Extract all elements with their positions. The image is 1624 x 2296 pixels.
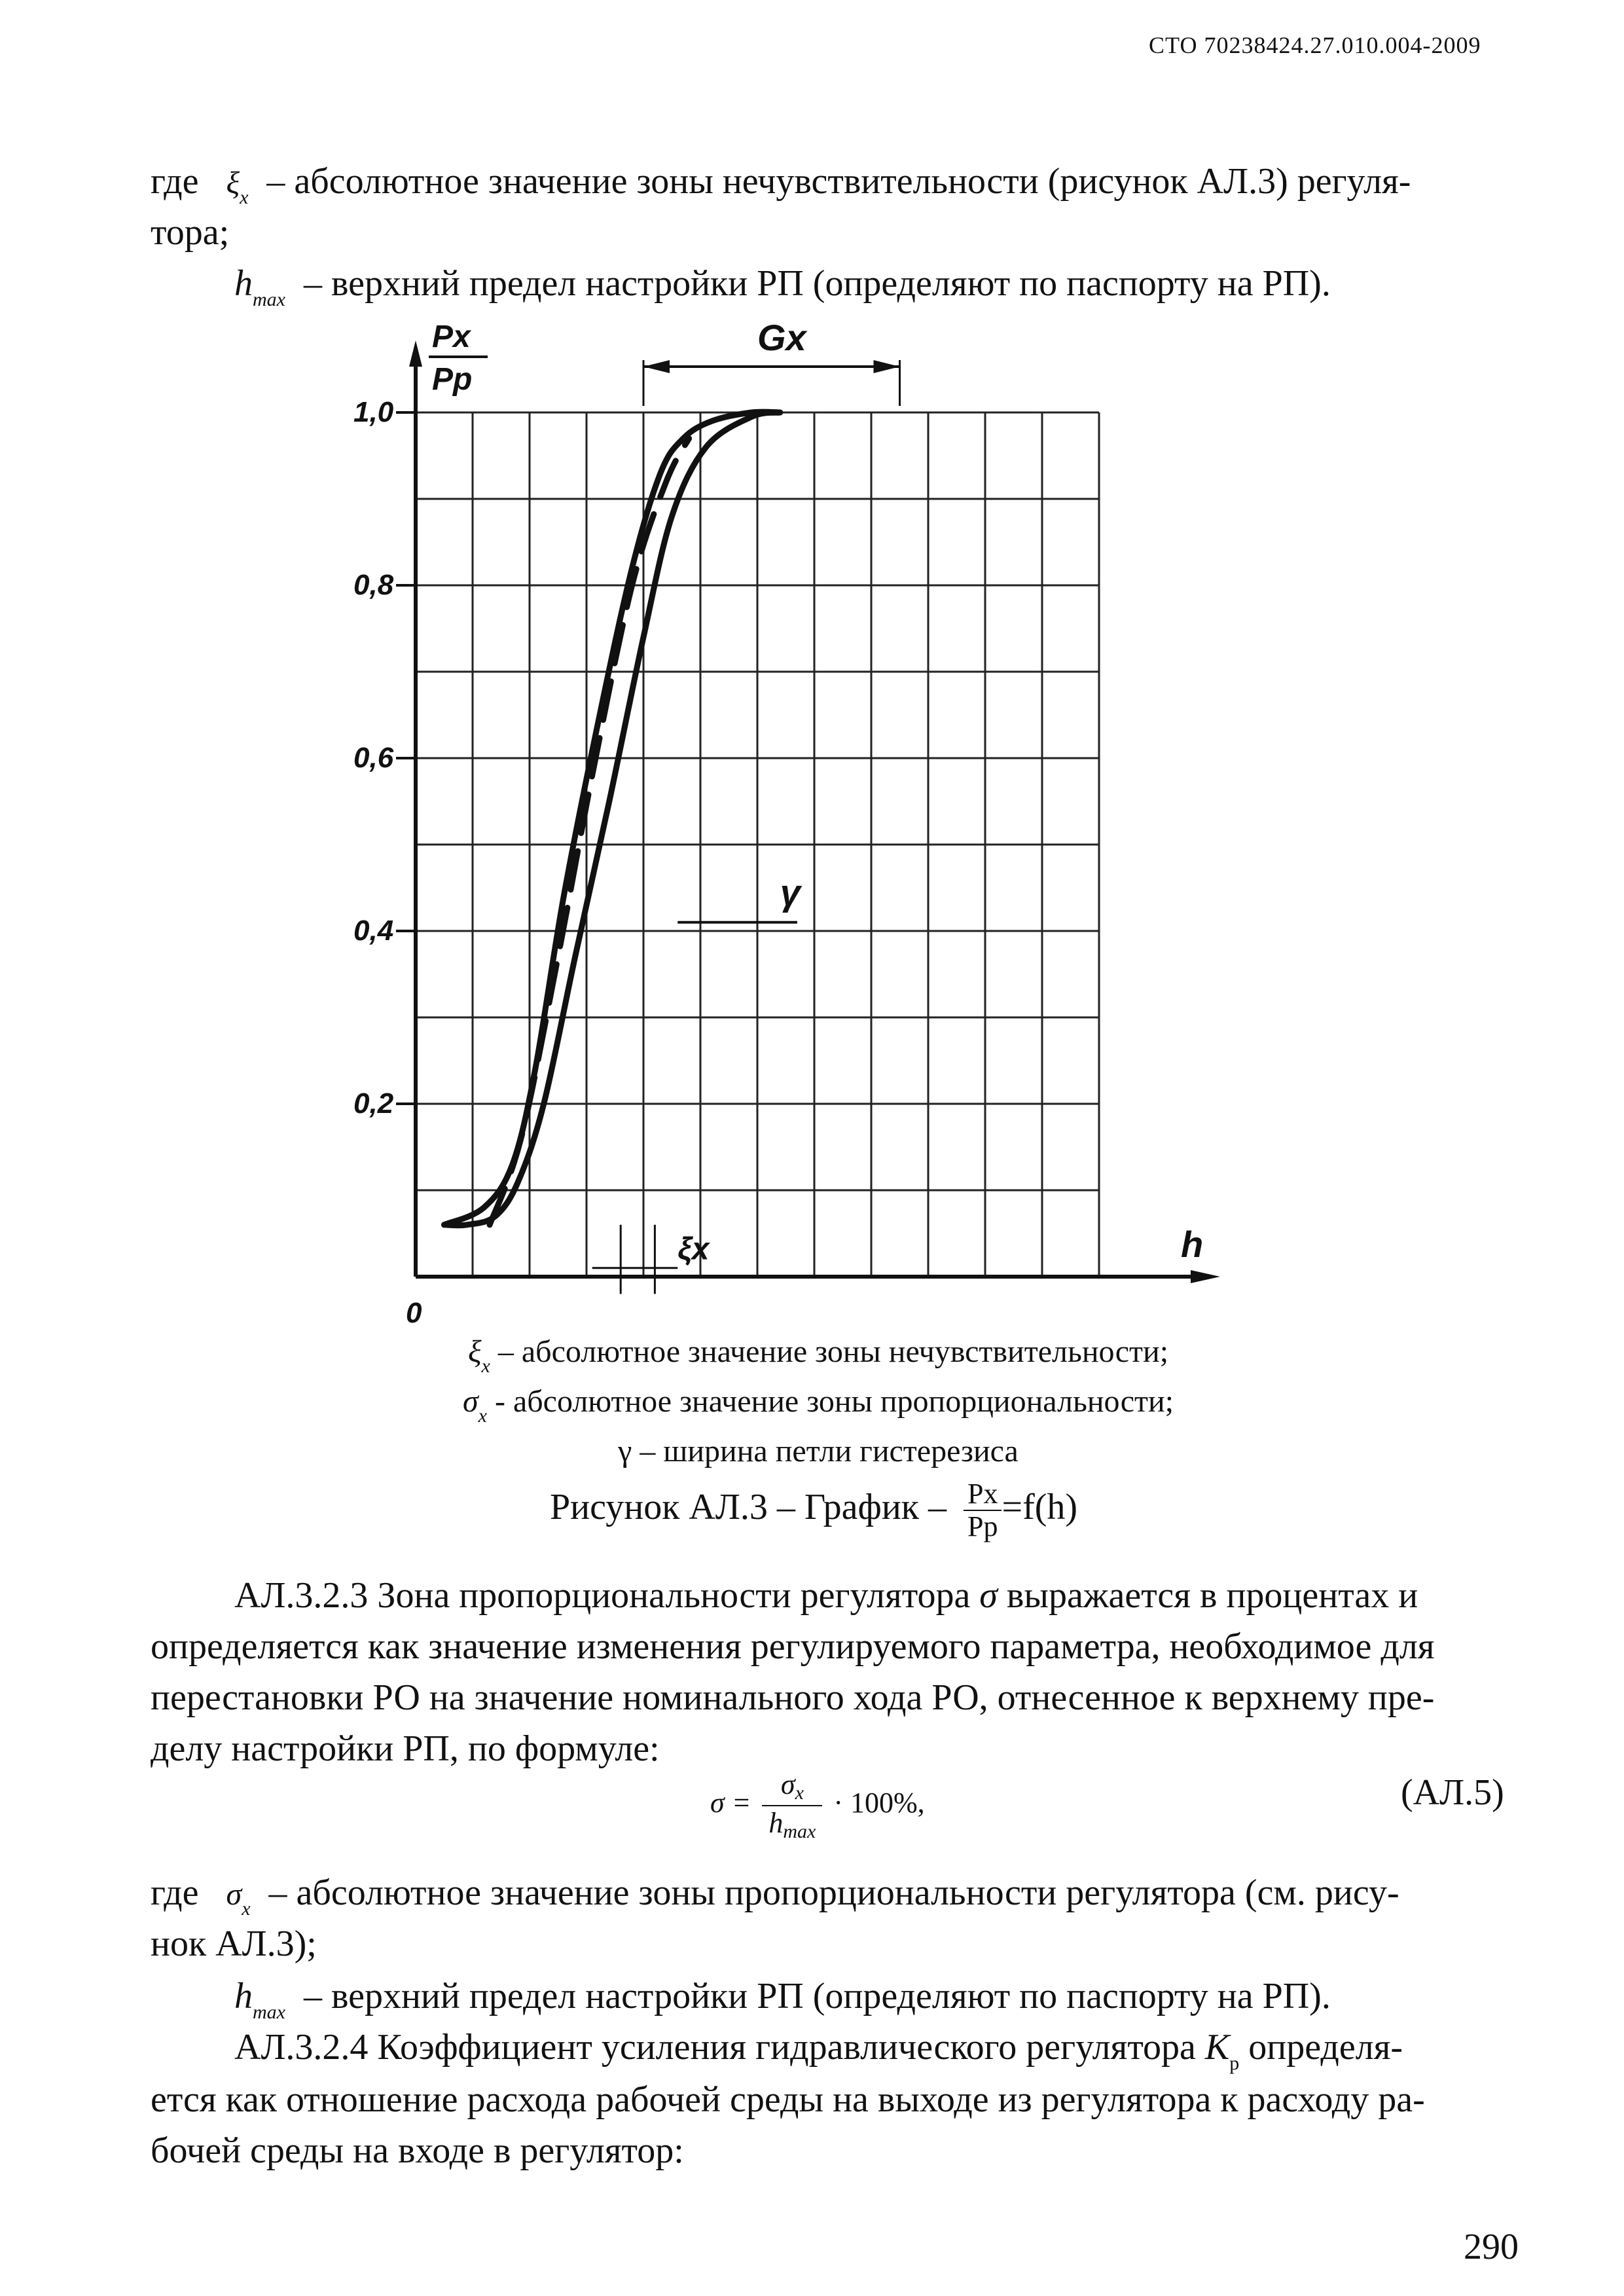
caption-denominator: Pp [967, 1510, 998, 1542]
sigma-label: Gx [757, 317, 806, 358]
formula-fraction [762, 1768, 822, 1844]
y-axis-arrow [409, 340, 422, 367]
formula-rhs: · 100%, [833, 1787, 925, 1819]
legend-xi-sub: x [481, 1355, 490, 1377]
xi-definition-continued: тора; [151, 212, 230, 253]
gamma-label: γ [780, 871, 801, 913]
y-tick-label: 0,8 [353, 569, 394, 601]
legend-sigma-text: - абсолютное значение зоны пропорциональности; [494, 1384, 1174, 1419]
chart-legend [393, 1329, 1244, 1474]
hmax-definition-2 [234, 1971, 1507, 2028]
y-tick-label: 0,2 [353, 1087, 394, 1120]
chart-annotations [592, 317, 900, 1294]
xi-subscript: x [240, 187, 249, 208]
document-code: СТО 70238424.27.010.004-2009 [1149, 32, 1481, 58]
legend-sigma [393, 1379, 1244, 1429]
sigma-arrow-left [643, 360, 670, 373]
sigma-def-text: – абсолютное значение зоны пропорциональности регулятора (см. рису- [268, 1872, 1399, 1913]
section-324-line3: бочей среды на входе в регулятор: [151, 2130, 684, 2171]
section-323-line3: перестановки РО на значение номинального хода РО, отнесенное к верхнему пре- [151, 1677, 1435, 1718]
section-324-text-b: определя- [1248, 2027, 1403, 2068]
formula-num-symbol: σ [780, 1768, 795, 1800]
h-subscript: max [253, 289, 285, 310]
formula-den-symbol: h [768, 1807, 784, 1839]
xi-label: ξx [677, 1231, 710, 1267]
caption-tail: =f(h) [1001, 1486, 1078, 1527]
formula-number: (АЛ.5) [1401, 1772, 1504, 1813]
xi-description: – абсолютное значение зоны нечувствительности (рисунок АЛ.3) регуля- [266, 161, 1411, 202]
y-axis-label-denominator: Pp [432, 362, 473, 397]
section-323-text-b: выражается в процентах и [1006, 1575, 1418, 1616]
sigma-symbol: σ [979, 1575, 998, 1616]
origin-label: 0 [406, 1297, 422, 1329]
where-word-2: где [151, 1872, 199, 1913]
section-324-line1 [234, 2022, 1507, 2079]
section-324-line2: ется как отношение расхода рабочей среды на выходе из регулятора к расходу ра- [151, 2079, 1425, 2120]
hmax-description: – верхний предел настройки РП (определяют по паспорту на РП). [303, 263, 1331, 304]
legend-xi-text: – абсолютное значение зоны нечувствительности; [497, 1334, 1169, 1369]
legend-sigma-symbol: σ [462, 1384, 478, 1419]
where-word: где [151, 161, 199, 202]
xi-definition [151, 156, 1507, 213]
caption-numerator: Px [964, 1478, 1001, 1511]
section-323-text-a: АЛ.3.2.3 Зона пропорциональности регулятора [234, 1575, 971, 1616]
y-tick-label: 0,6 [353, 742, 394, 774]
y-tick-label: 1,0 [353, 396, 394, 428]
formula-den-sub: max [783, 1821, 816, 1842]
section-324-text-a: АЛ.3.2.4 Коэффициент усиления гидравлического регулятора [234, 2027, 1196, 2068]
formula-al5 [710, 1768, 925, 1844]
legend-xi-symbol: ξ [467, 1334, 482, 1369]
formula-num-sub: x [795, 1782, 804, 1804]
hmax-definition [234, 258, 1507, 315]
hmax-description-2: – верхний предел настройки РП (определяют по паспорту на РП). [303, 1976, 1331, 2016]
kp-symbol: K [1204, 2027, 1230, 2068]
y-axis-label-numerator: Px [432, 319, 471, 354]
formula-lhs: σ = [710, 1787, 751, 1819]
caption-fraction [964, 1478, 1001, 1542]
caption-text: Рисунок АЛ.3 – График – [550, 1486, 947, 1527]
page-number: 290 [1464, 2227, 1519, 2267]
sigma-definition [151, 1867, 1507, 1924]
legend-xi [393, 1329, 1244, 1379]
sigma-def-symbol: σ [226, 1877, 242, 1912]
section-323-line2: определяется как значение изменения регулируемого параметра, необходимое для [151, 1626, 1435, 1667]
legend-gamma: γ – ширина петли гистерезиса [618, 1434, 1019, 1468]
legend-sigma-sub: x [478, 1405, 487, 1427]
x-axis-label: h [1181, 1224, 1204, 1265]
h-symbol-2: h [234, 1976, 253, 2016]
figure-caption [550, 1478, 1077, 1542]
y-tick-label: 0,4 [353, 915, 394, 947]
sigma-definition-continued: нок АЛ.3); [151, 1923, 317, 1964]
kp-subscript: р [1229, 2052, 1240, 2074]
hysteresis-chart [327, 314, 1375, 1336]
sigma-arrow-right [874, 360, 900, 373]
chart-ticks [353, 319, 1203, 1329]
h-symbol: h [234, 263, 253, 304]
section-323-line4: делу настройки РП, по формуле: [151, 1728, 660, 1769]
x-axis-arrow [1191, 1270, 1220, 1283]
sigma-def-sub: x [242, 1898, 251, 1920]
formula-denominator [762, 1806, 822, 1844]
xi-symbol: ξ [226, 166, 240, 200]
formula-numerator [762, 1768, 822, 1806]
section-323-line1 [234, 1570, 1507, 1621]
h-subscript-2: max [253, 2001, 285, 2023]
